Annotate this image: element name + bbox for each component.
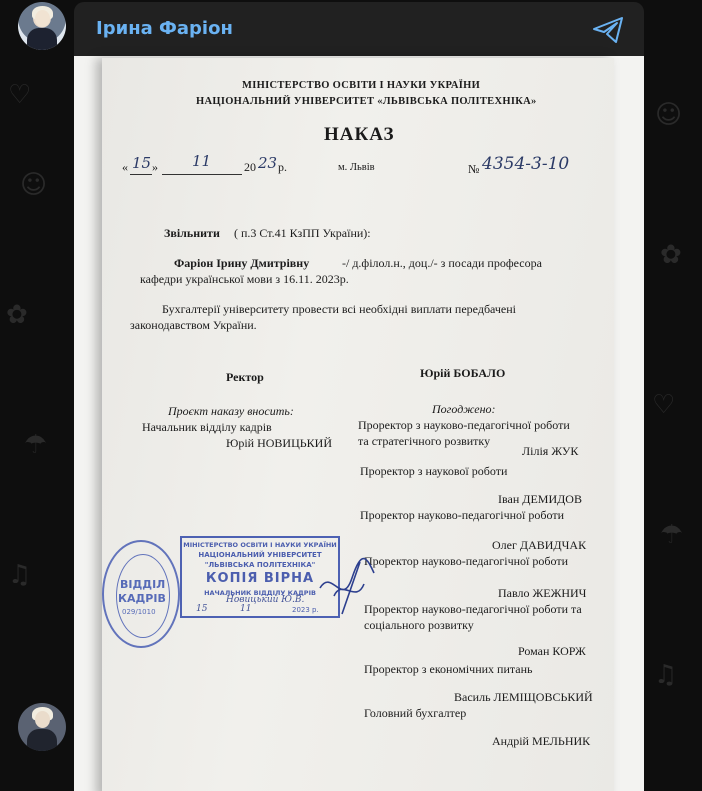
document-title: НАКАЗ xyxy=(324,124,395,145)
date-day-underline xyxy=(130,174,152,175)
approver-name: Василь ЛЕМІЩОВСЬКИЙ xyxy=(454,690,593,704)
hr-round-stamp xyxy=(102,540,180,648)
date-suffix: р. xyxy=(278,160,287,174)
approver-name: Роман КОРЖ xyxy=(518,644,586,658)
handwritten-signature xyxy=(312,548,382,618)
person-name: Фаріон Ірину Дмитрівну xyxy=(174,256,310,270)
approver-name: Андрій МЕЛЬНИК xyxy=(492,734,591,748)
background-doodle: ☂ xyxy=(660,520,684,550)
document-city: м. Львів xyxy=(338,162,375,173)
stamp-rect-hand-name: Новицький Ю.В. xyxy=(226,595,305,605)
stamp-round-line2: КАДРІВ xyxy=(118,592,166,605)
background-doodle: ✿ xyxy=(660,240,682,270)
agreed-label: Погоджено: xyxy=(432,402,496,416)
stamp-rect-date-day: 15 xyxy=(196,604,208,614)
background-doodle: ✿ xyxy=(6,300,28,330)
number-prefix: № xyxy=(468,162,480,176)
approver-position-2: та стратегічного розвитку xyxy=(358,434,491,448)
dismiss-basis: ( п.3 Ст.41 КзПП України): xyxy=(234,226,371,240)
rector-label: Ректор xyxy=(226,370,264,384)
stamp-rect-line5: НАЧАЛЬНИК ВІДДІЛУ КАДРІВ xyxy=(204,589,316,597)
background-doodle: ♡ xyxy=(652,390,676,420)
date-year-prefix: 20 xyxy=(244,160,256,174)
submitted-name: Юрій НОВИЦЬКИЙ xyxy=(226,436,332,450)
background-doodle: ♫ xyxy=(8,560,32,590)
document-photo[interactable] xyxy=(74,56,644,791)
stamp-rect-line3: "ЛЬВІВСЬКА ПОЛІТЕХНІКА" xyxy=(204,561,316,569)
stamp-rect-line1: МІНІСТЕРСТВО ОСВІТИ І НАУКИ УКРАЇНИ xyxy=(183,541,337,549)
university-header: НАЦІОНАЛЬНИЙ УНІВЕРСИТЕТ «ЛЬВІВСЬКА ПОЛІТЕХНІКА» xyxy=(196,96,537,107)
ministry-header: МІНІСТЕРСТВО ОСВІТИ І НАУКИ УКРАЇНИ xyxy=(242,80,481,91)
date-month-underline xyxy=(162,174,242,175)
date-year-hand: 23 xyxy=(258,154,278,172)
submitted-position: Начальник відділу кадрів xyxy=(142,420,272,434)
stamp-rect-date-year: 2023 р. xyxy=(292,606,319,614)
document-page xyxy=(102,58,614,791)
accounting-line1: Бухгалтерії університету провести всі необхідні виплати передбачені xyxy=(162,302,517,316)
stamp-rect-line2: НАЦІОНАЛЬНИЙ УНІВЕРСИТЕТ xyxy=(198,551,322,559)
channel-avatar[interactable] xyxy=(18,2,66,50)
stamp-round-line1: ВІДДІЛ xyxy=(120,578,166,591)
approver-position: Проректор науково-педагогічної роботи xyxy=(360,508,564,522)
approver-name: Лілія ЖУК xyxy=(522,444,579,458)
dismiss-word: Звільнити xyxy=(164,226,220,240)
channel-avatar-bottom[interactable] xyxy=(18,703,66,751)
approver-position: Проректор з наукової роботи xyxy=(360,464,508,478)
stamp-round-line3: 029/1010 xyxy=(122,608,156,616)
share-icon[interactable] xyxy=(592,16,624,44)
document-number: 4354-3-10 xyxy=(482,154,570,174)
date-quote-close: » xyxy=(152,160,158,174)
background-doodle: ♡ xyxy=(8,80,32,110)
stamp-rect-line4: КОПІЯ ВІРНА xyxy=(205,571,315,586)
stamp-rect-date-month: 11 xyxy=(240,604,252,614)
approver-position: Проректор з науково-педагогічної роботи xyxy=(358,418,570,432)
person-line2: кафедри української мови з 16.11. 2023р. xyxy=(140,272,349,286)
person-line1: -/ д.філол.н., доц./- з посади професора xyxy=(342,256,542,270)
approver-position-2: соціального розвитку xyxy=(364,618,474,632)
approver-position: Проректор з економічних питань xyxy=(364,662,533,676)
approver-name: Іван ДЕМИДОВ xyxy=(498,492,582,506)
approver-name: Олег ДАВИДЧАК xyxy=(492,538,587,552)
background-doodle: ♫ xyxy=(654,660,678,690)
approver-name: Павло ЖЕЖНИЧ xyxy=(498,586,587,600)
channel-name[interactable]: Ірина Фаріон xyxy=(96,18,233,39)
approver-position: Проректор науково-педагогічної роботи та xyxy=(364,602,582,616)
accounting-line2: законодавством України. xyxy=(130,318,257,332)
date-month: 11 xyxy=(192,152,212,170)
approver-position: Проректор науково-педагогічної роботи xyxy=(364,554,568,568)
background-doodle: ☺ xyxy=(655,100,683,130)
date-quote-open: « xyxy=(122,160,128,174)
background-doodle: ☺ xyxy=(20,170,48,200)
submitted-label: Проєкт наказу вносить: xyxy=(168,404,294,418)
background-doodle: ☂ xyxy=(24,430,48,460)
message-bubble xyxy=(74,2,644,791)
approver-position: Головний бухгалтер xyxy=(364,706,467,720)
rector-name: Юрій БОБАЛО xyxy=(420,366,506,380)
date-day: 15 xyxy=(132,154,152,172)
